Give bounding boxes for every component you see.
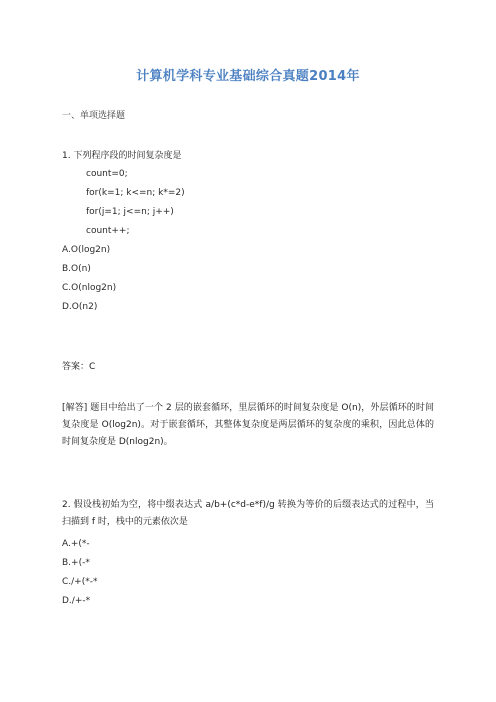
question-1-stem: 1. 下列程序段的时间复杂度是 xyxy=(62,151,182,161)
option-c: C./+(*-* xyxy=(62,577,98,587)
option-d: D./+-* xyxy=(62,596,91,606)
option-b: B.+(-* xyxy=(62,558,90,568)
code-line: count=0; xyxy=(86,169,128,179)
option-b: B.O(n) xyxy=(62,264,91,274)
analysis-paragraph: [解答] 题目中给出了一个 2 层的嵌套循环，里层循环的时间复杂度是 O(n)，外层循环的时间复杂度是 O(log2n)。对于嵌套循环，其整体复杂度是两层循环的复杂度的乘积，因此总体的时间复杂度是 D(nlog2n)。 xyxy=(62,403,434,447)
section-heading: 一、单项选择题 xyxy=(62,111,126,121)
option-a: A.O(log2n) xyxy=(62,245,111,255)
code-line: count++; xyxy=(86,226,130,236)
answer: 答案：C xyxy=(62,362,96,372)
question-2-stem: 2. 假设栈初始为空，将中缀表达式 a/b+(c*d-e*f)/g 转换为等价的后缀表达式的过程中，当扫描到 f 时，栈中的元素依次是 xyxy=(62,500,434,527)
option-a: A.+(*- xyxy=(62,539,90,549)
code-line: for(k=1; k<=n; k*=2) xyxy=(86,188,185,198)
page-title: 计算机学科专业基础综合真题2014年 xyxy=(136,69,360,84)
code-line: for(j=1; j<=n; j++) xyxy=(86,207,174,217)
option-d: D.O(n2) xyxy=(62,302,98,312)
option-c: C.O(nlog2n) xyxy=(62,283,117,293)
